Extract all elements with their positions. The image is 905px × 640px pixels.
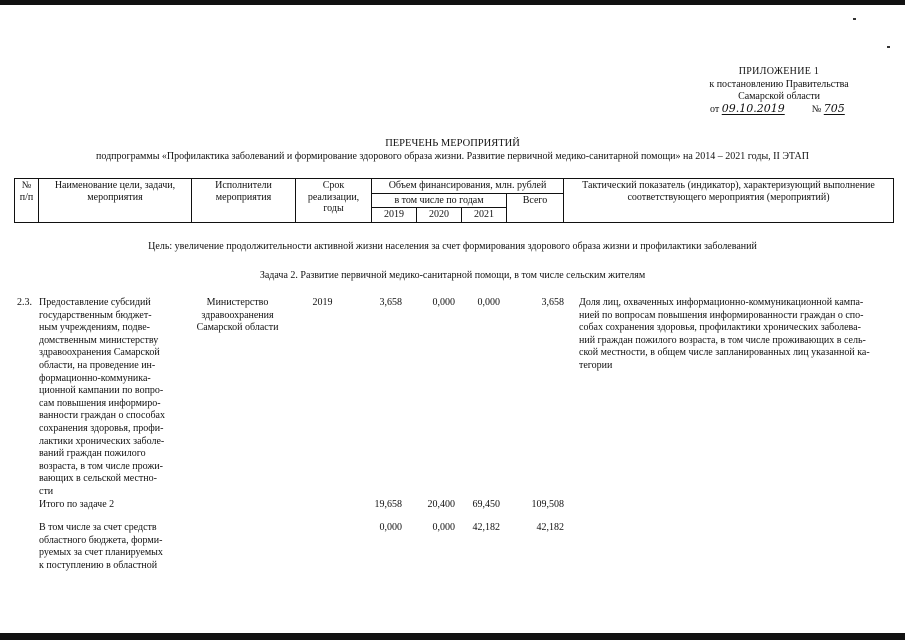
regional-2019: 0,000 xyxy=(379,522,402,533)
row-2021: 0,000 xyxy=(477,297,500,308)
row-2019: 3,658 xyxy=(379,297,402,308)
total-2020: 20,400 xyxy=(427,499,455,510)
description-line: сти xyxy=(39,485,54,497)
regional-budget-label xyxy=(39,522,180,572)
description-line: домственным министерству xyxy=(39,334,159,346)
header-year-2020: 2020 xyxy=(417,208,462,223)
description-line: возраста, в том числе прожи- xyxy=(39,460,163,472)
regional-line: областного бюджета, форми- xyxy=(39,534,163,546)
document-subtitle: подпрограммы «Профилактика заболеваний и формирование здорового образа жизни. Развитие первичной медико-санитарной помощи» на 2014 – 2021 годы, II ЭТАП xyxy=(96,151,809,162)
indicator-line: ний граждан пожилого возраста, в том числе проживающих в сель- xyxy=(579,334,866,346)
header-indicator: Тактический показатель (индикатор), характеризующий выполнение соответствующего мероприятия (мероприятий) xyxy=(564,179,894,223)
description-line: здравоохранения Самарской xyxy=(39,347,160,359)
description-line: ным учреждениям, подве- xyxy=(39,322,151,334)
row-indicator xyxy=(579,297,893,373)
description-line: государственным бюджет- xyxy=(39,309,152,321)
regional-line: В том числе за счет средств xyxy=(39,522,157,533)
description-line: сохранения здоровья, профи- xyxy=(39,422,164,434)
description-line: Предоставление субсидий xyxy=(39,297,151,308)
scan-speck xyxy=(887,46,890,48)
appendix-line-2: Самарской области xyxy=(738,91,820,103)
header-name: Наименование цели, задачи, мероприятия xyxy=(39,179,192,223)
task-line: Задача 2. Развитие первичной медико-санитарной помощи, в том числе сельским жителям xyxy=(259,270,646,281)
header-total: Всего xyxy=(507,193,564,222)
total-2021: 69,450 xyxy=(472,499,500,510)
executor-line: Самарской области xyxy=(196,322,279,334)
total-2019: 19,658 xyxy=(374,499,402,510)
table-header xyxy=(14,178,894,223)
appendix-title: ПРИЛОЖЕНИЕ 1 xyxy=(738,66,820,77)
description-line: ционной кампании по вопро- xyxy=(39,385,164,397)
indicator-line: ской местности, в общем числе запланированных лиц указанной ка- xyxy=(579,347,870,359)
regional-2021: 42,182 xyxy=(472,522,500,533)
row-term: 2019 xyxy=(312,297,333,308)
header-financing: Объем финансирования, млн. рублей xyxy=(372,179,564,194)
description-line: формационно-коммуника- xyxy=(39,372,151,384)
document-title: ПЕРЕЧЕНЬ МЕРОПРИЯТИЙ xyxy=(385,138,520,149)
executor-line: здравоохранения xyxy=(201,309,274,321)
scan-bottom-edge xyxy=(0,633,905,640)
appendix-line-1: к постановлению Правительства xyxy=(709,78,849,90)
regional-total: 42,182 xyxy=(536,522,564,533)
indicator-line: тегории xyxy=(579,359,613,371)
header-num: № п/п xyxy=(15,179,39,223)
total-task-label: Итого по задаче 2 xyxy=(39,499,115,510)
row-total: 3,658 xyxy=(541,297,564,308)
regional-line: к поступлению в областной xyxy=(39,559,158,571)
description-line: ванности граждан о способах xyxy=(39,410,165,422)
description-line: ваний граждан пожилого xyxy=(39,448,146,460)
total-sum: 109,508 xyxy=(531,499,564,510)
description-line: сам повышения информиро- xyxy=(39,397,161,409)
indicator-line: собах сохранения здоровья, профилактики хронических заболева- xyxy=(579,322,861,334)
row-number: 2.3. xyxy=(17,297,32,308)
indicator-line: Доля лиц, охваченных информационно-коммуникационной кампа- xyxy=(579,297,864,308)
description-line: вающих в сельской местно- xyxy=(39,473,157,485)
appendix-date-row xyxy=(710,103,870,117)
indicator-line: нией по вопросам повышения информированности граждан о спо- xyxy=(579,309,864,321)
description-line: области, на проведение ин- xyxy=(39,359,156,371)
row-executor xyxy=(190,297,285,335)
handwritten-date: 09.10.2019 xyxy=(721,102,785,115)
scan-top-edge xyxy=(0,0,905,5)
header-year-2019: 2019 xyxy=(372,208,417,223)
header-executors: Исполнители мероприятия xyxy=(192,179,296,223)
scan-speck xyxy=(853,18,856,20)
date-prefix: от xyxy=(710,104,720,115)
appendix-block xyxy=(700,66,858,104)
header-by-year: в том числе по годам xyxy=(372,193,507,208)
executor-line: Министерство xyxy=(206,297,269,308)
number-prefix: № xyxy=(811,104,822,115)
handwritten-number: 705 xyxy=(823,102,845,115)
header-term: Срок реализации, годы xyxy=(296,179,372,223)
goal-line: Цель: увеличение продолжительности активной жизни населения за счет формирования здорового образа жизни и профилактики заболеваний xyxy=(148,241,757,252)
regional-line: руемых за счет планируемых xyxy=(39,547,163,559)
row-2020: 0,000 xyxy=(432,297,455,308)
row-description xyxy=(39,297,180,499)
regional-2020: 0,000 xyxy=(432,522,455,533)
description-line: лактики хронических заболе- xyxy=(39,435,165,447)
header-year-2021: 2021 xyxy=(462,208,507,223)
